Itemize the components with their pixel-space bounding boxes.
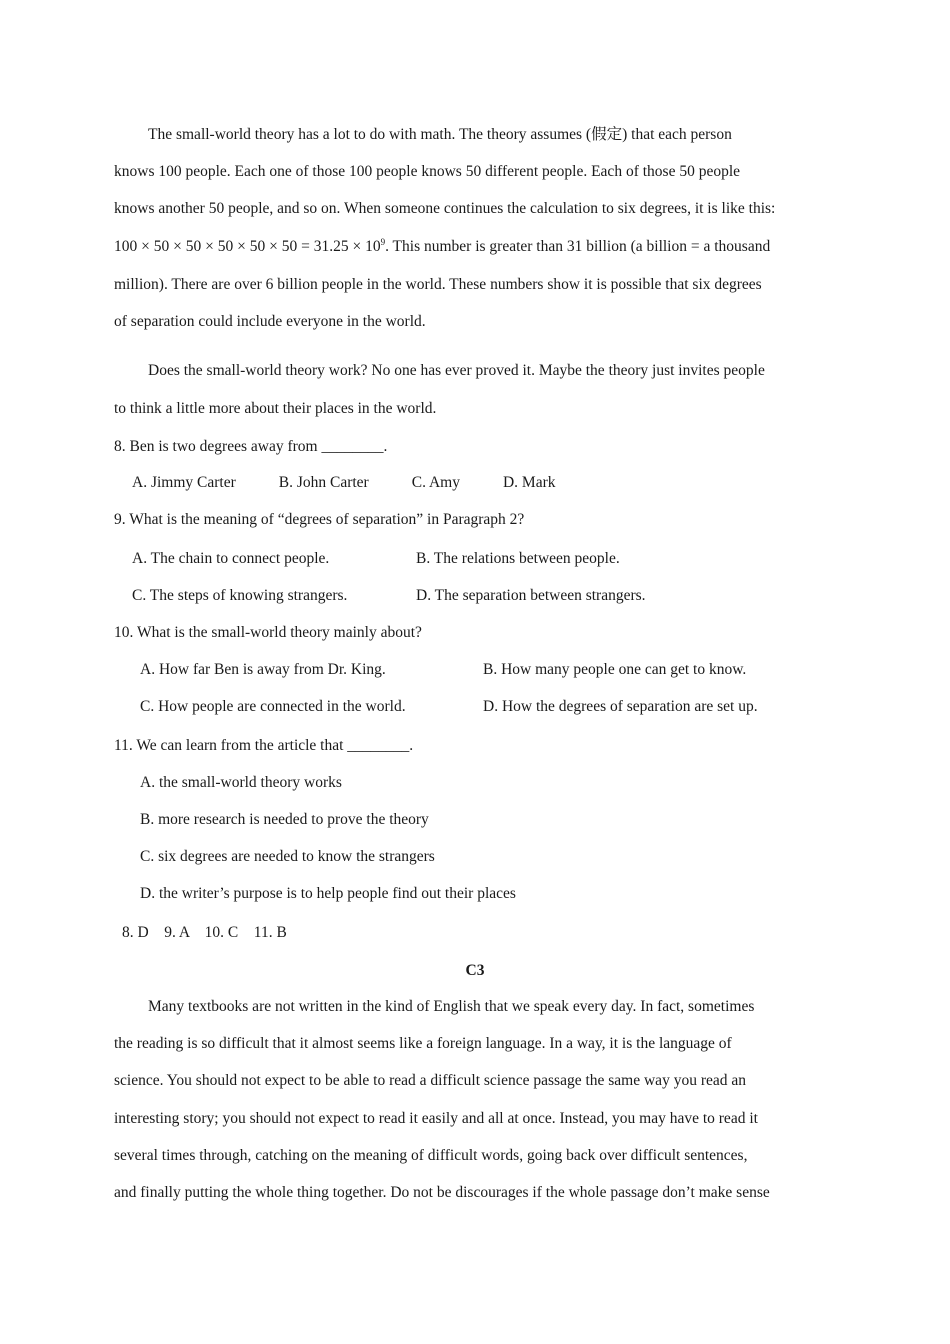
paragraph-line: knows another 50 people, and so on. When someone continues the calculation to six degrees, it is like this: (114, 200, 776, 217)
formula-tail-text: . This number is greater than 31 billion (a billion = a thousand (385, 238, 771, 255)
paragraph-line: to think a little more about their places in the world. (114, 400, 437, 417)
option-a: A. How far Ben is away from Dr. King. (140, 661, 386, 678)
option-row (132, 473, 556, 493)
option-d: D. How the degrees of separation are set up. (483, 698, 758, 715)
question-stem: 8. Ben is two degrees away from ________. (114, 438, 388, 455)
option-c: C. The steps of knowing strangers. (132, 587, 348, 604)
paragraph-line: of separation could include everyone in the world. (114, 313, 426, 330)
option-c: C. How people are connected in the world. (140, 698, 406, 715)
option-d: D. Mark (502, 474, 556, 491)
option-b: B. more research is needed to prove the theory (140, 811, 429, 828)
paragraph-line: the reading is so difficult that it almost seems like a foreign language. In a way, it is the language of (114, 1035, 732, 1052)
paragraph-line: science. You should not expect to be able to read a difficult science passage the same way you read an (114, 1072, 746, 1089)
paragraph-line (114, 237, 770, 257)
option-d: D. the writer’s purpose is to help people find out their places (140, 885, 516, 902)
paragraph-line: Does the small-world theory work? No one has ever proved it. Maybe the theory just invites people (148, 362, 765, 379)
option-c: C. six degrees are needed to know the strangers (140, 848, 435, 865)
option-b: B. The relations between people. (416, 550, 620, 567)
option-c: C. Amy (411, 474, 460, 491)
option-a: A. the small-world theory works (140, 774, 342, 791)
paragraph-line: The small-world theory has a lot to do with math. The theory assumes (假定) that each person (148, 126, 732, 143)
question-stem: 10. What is the small-world theory mainly about? (114, 624, 422, 641)
paragraph-line: several times through, catching on the meaning of difficult words, going back over difficult sentences, (114, 1147, 748, 1164)
question-stem: 11. We can learn from the article that ________. (114, 737, 414, 754)
exponent: 9 (380, 237, 386, 247)
option-a: A. Jimmy Carter (132, 474, 236, 491)
paragraph-line: and finally putting the whole thing together. Do not be discourages if the whole passage don’t make sense (114, 1184, 770, 1201)
formula-text: 100 × 50 × 50 × 50 × 50 × 50 = 31.25 × 10 (114, 238, 381, 255)
option-a: A. The chain to connect people. (132, 550, 330, 567)
paragraph-line: knows 100 people. Each one of those 100 people knows 50 different people. Each of those 50 people (114, 163, 741, 180)
answer-key: 8. D 9. A 10. C 11. B (122, 924, 287, 941)
paragraph-line: interesting story; you should not expect to read it easily and all at once. Instead, you may have to read it (114, 1110, 758, 1127)
paragraph-line: Many textbooks are not written in the kind of English that we speak every day. In fact, sometimes (148, 998, 755, 1015)
option-b: B. John Carter (278, 474, 369, 491)
question-stem: 9. What is the meaning of “degrees of separation” in Paragraph 2? (114, 511, 525, 528)
option-b: B. How many people one can get to know. (483, 661, 747, 678)
paragraph-line: million). There are over 6 billion people in the world. These numbers show it is possible that six degrees (114, 276, 762, 293)
option-d: D. The separation between strangers. (416, 587, 646, 604)
section-title: C3 (465, 962, 485, 979)
